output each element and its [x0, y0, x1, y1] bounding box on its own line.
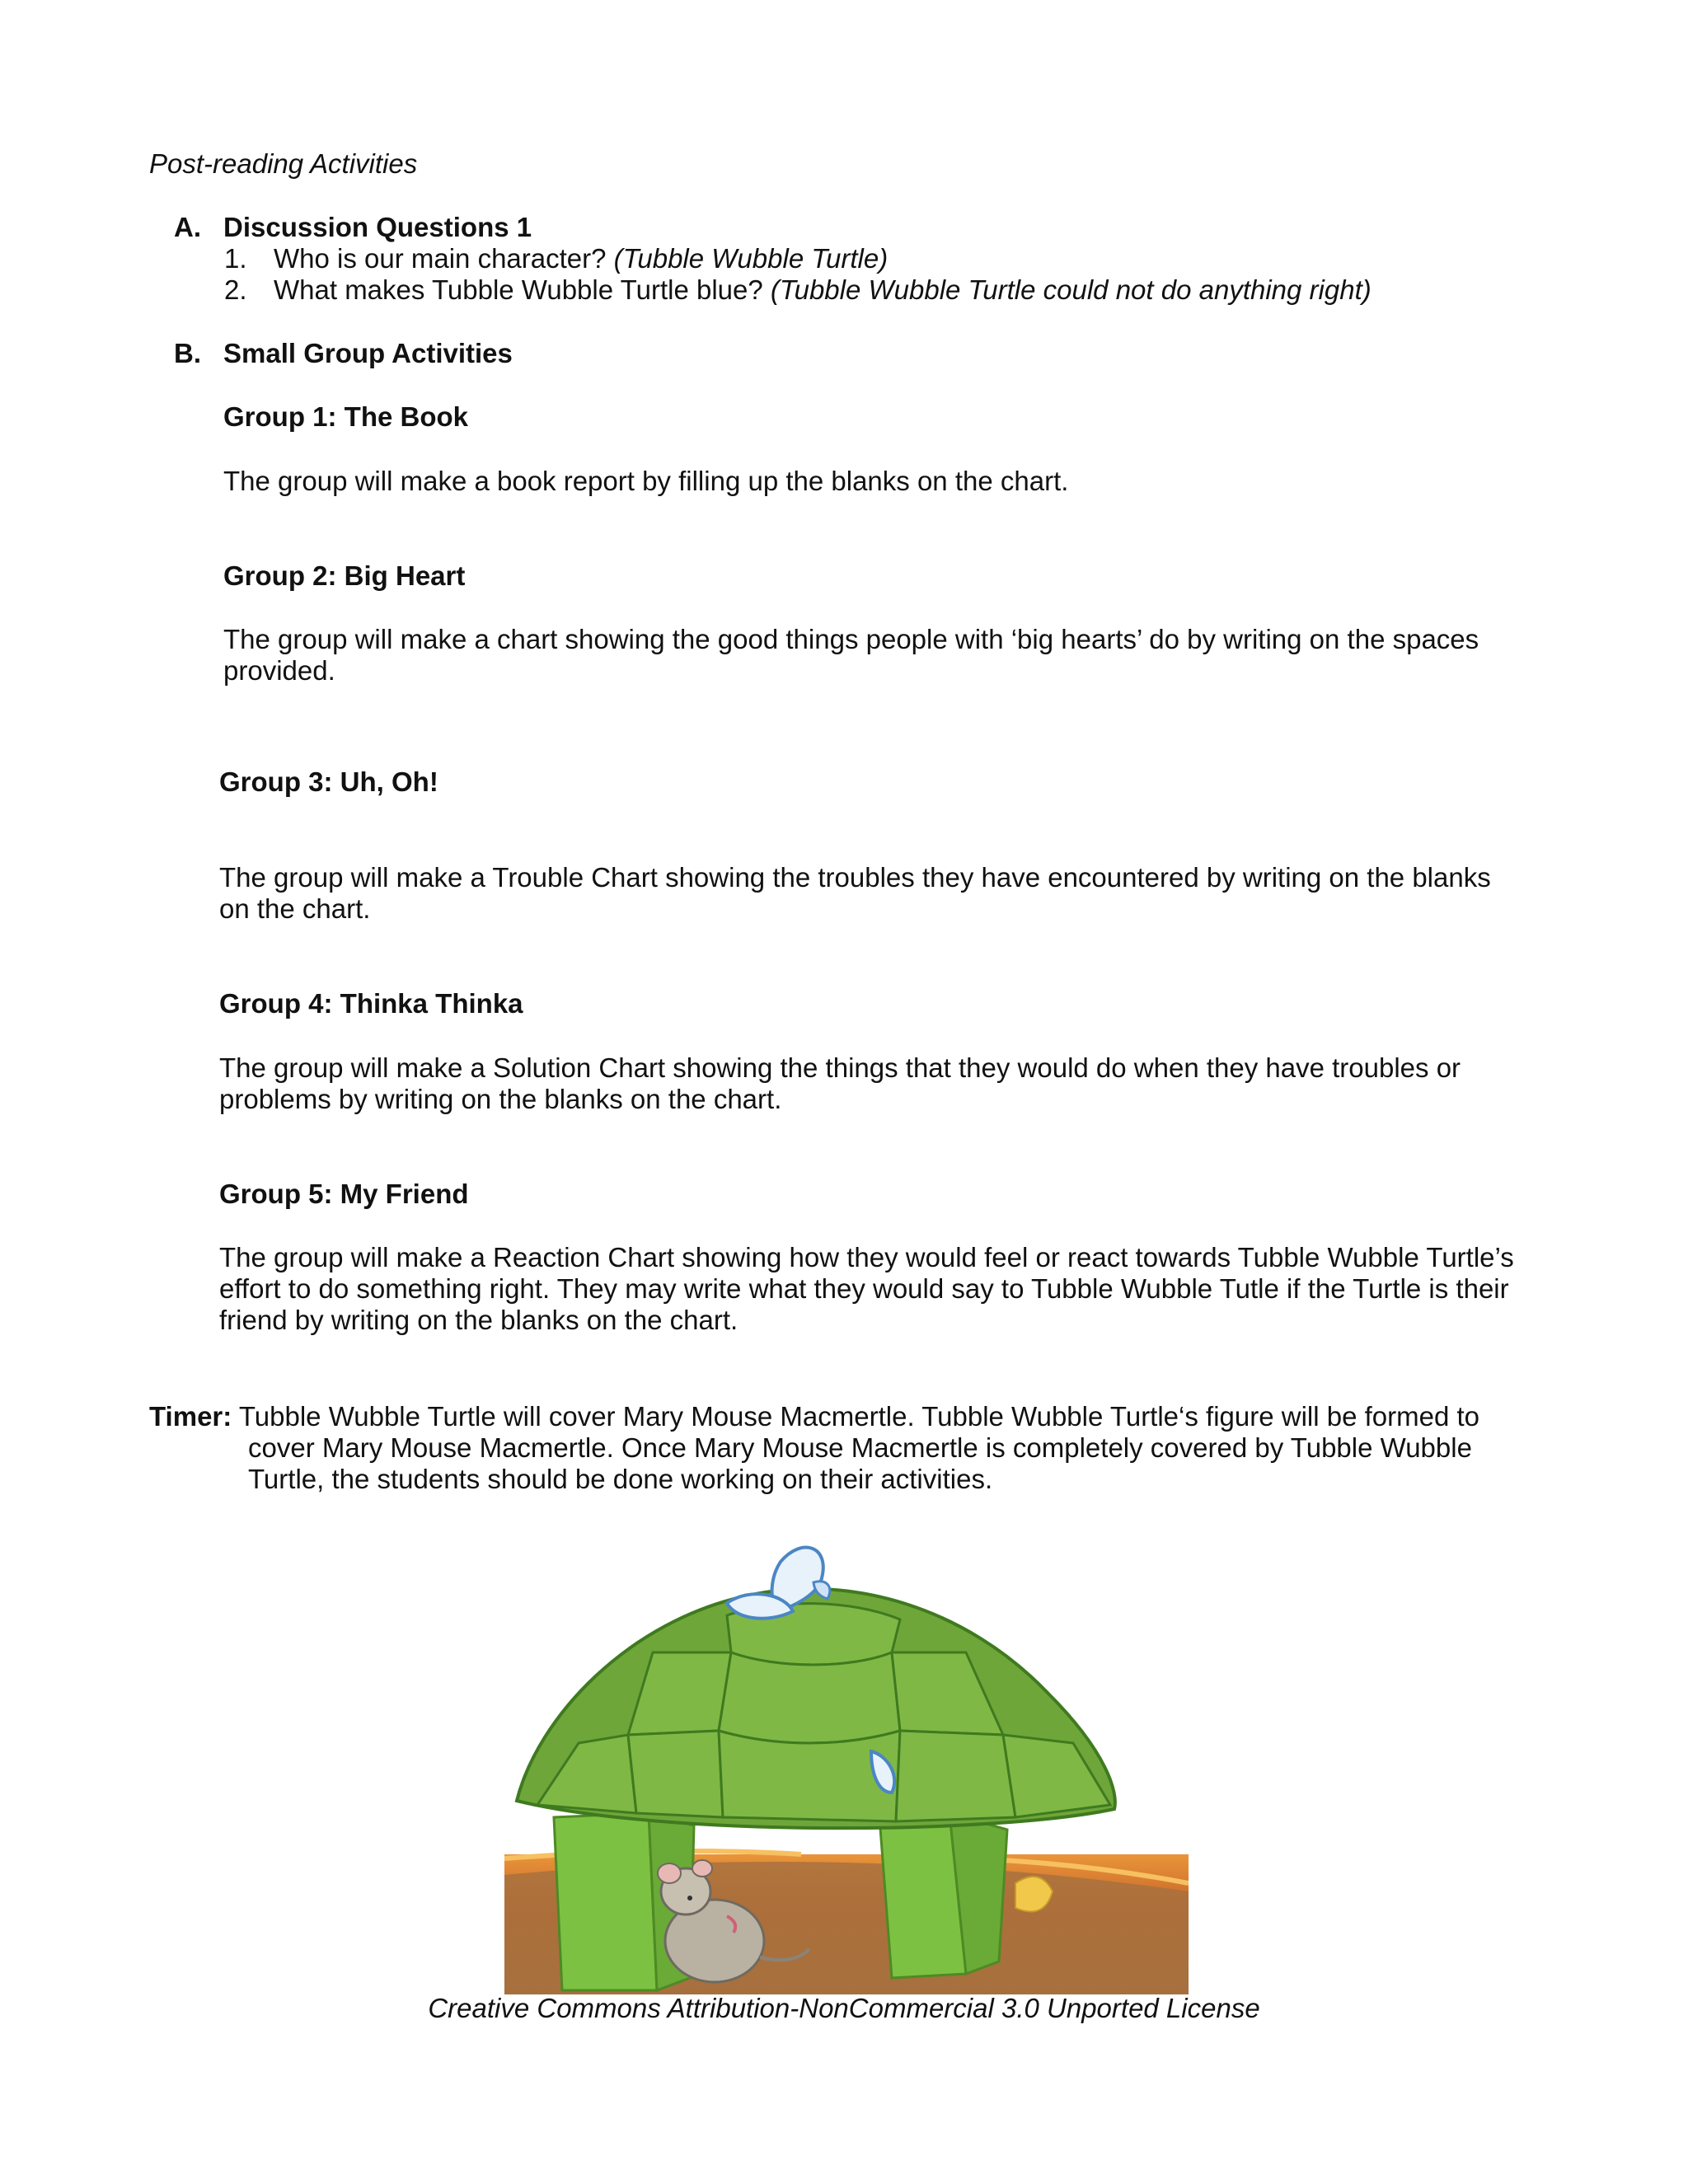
part-a-marker: A. [174, 212, 201, 242]
timer-label: Timer: [149, 1401, 232, 1432]
part-b-heading [174, 338, 513, 369]
turtle-covering-mouse-illustration [504, 1529, 1189, 1994]
group-1-text: The group will make a book report by filling up the blanks on the chart. [223, 466, 1069, 496]
part-b-title: Small Group Activities [223, 338, 513, 368]
part-b-marker: B. [174, 338, 201, 368]
timer-first-line [149, 1401, 1550, 1432]
part-a-title: Discussion Questions 1 [223, 212, 532, 242]
timer-continuation: cover Mary Mouse Macmertle. Once Mary Mouse Macmertle is completely covered by Tubble Wubble Turtle, the students should be done working on their activities. [248, 1432, 1472, 1494]
license-caption: Creative Commons Attribution-NonCommercial 3.0 Unported License [428, 1993, 1260, 2023]
question-2 [224, 274, 1372, 306]
question-text: Who is our main character? [274, 243, 607, 274]
section-title: Post-reading Activities [149, 148, 418, 179]
question-number: 1. [224, 243, 247, 274]
group-2-text: The group will make a chart showing the good things people with ‘big hearts’ do by writing on the spaces provided. [223, 624, 1479, 686]
question-1 [224, 243, 888, 274]
group-4-title: Group 4: Thinka Thinka [219, 988, 523, 1019]
question-text: What makes Tubble Wubble Turtle blue? [274, 274, 763, 305]
group-4-text: The group will make a Solution Chart showing the things that they would do when they have troubles or problems by writing on the blanks on the chart. [219, 1052, 1461, 1114]
part-a-heading [174, 212, 532, 243]
group-3-title: Group 3: Uh, Oh! [219, 766, 438, 797]
group-3-text: The group will make a Trouble Chart showing the troubles they have encountered by writing on the blanks on the chart. [219, 862, 1491, 924]
group-5-text: The group will make a Reaction Chart showing how they would feel or react towards Tubble Wubble Turtle’s effort to do something right. They may write what they would say to Tubble Wubble Tutle if the Turtle is their friend by writing on the blanks on the chart. [219, 1242, 1514, 1335]
group-2-title: Group 2: Big Heart [223, 560, 466, 591]
group-1-title: Group 1: The Book [223, 401, 468, 432]
question-number: 2. [224, 274, 247, 305]
timer-text: Tubble Wubble Turtle will cover Mary Mouse Macmertle. Tubble Wubble Turtle‘s figure will be formed to [238, 1401, 1480, 1432]
question-answer: (Tubble Wubble Turtle) [613, 243, 889, 274]
question-answer: (Tubble Wubble Turtle could not do anything right) [770, 274, 1372, 305]
group-5-title: Group 5: My Friend [219, 1179, 469, 1209]
